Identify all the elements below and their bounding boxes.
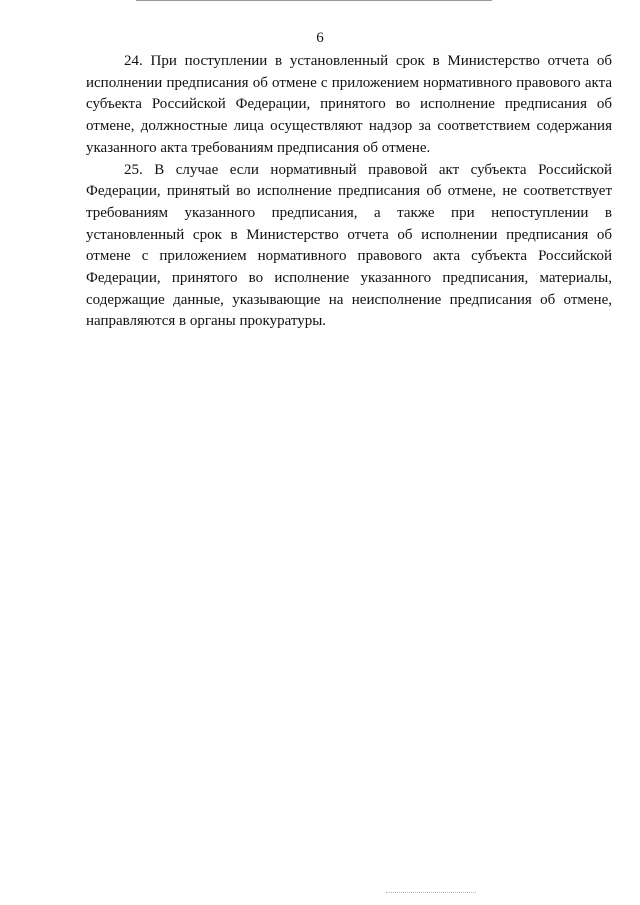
paragraph-24: 24. При поступлении в установленный срок в Министерство отчета об исполнении предписания об отмене с приложением нормативного правового акта субъекта Российской Федерации, принятого во исполнение предписания об отмене, должностные лица осуществляют надзор за соответствием содержания указанного акта требованиям предписания об отмене. [86, 53, 612, 156]
scan-top-edge [136, 0, 492, 1]
document-body [86, 51, 612, 333]
paragraph-25: 25. В случае если нормативный правовой акт субъекта Российской Федерации, принятый во исполнение предписания об отмене, не соответствует требованиям указанного предписания, а также при непоступлении в установленный срок в Министерство отчета об исполнении предписания об отмене с приложением нормативного правового акта субъекта Российской Федерации, принятого во исполнение указанного предписания, материалы, содержащие данные, указывающие на неисполнение предписания об отмене, направляются в органы прокуратуры. [86, 161, 612, 330]
scan-bottom-marks [386, 892, 476, 895]
page-number: 6 [316, 30, 324, 46]
